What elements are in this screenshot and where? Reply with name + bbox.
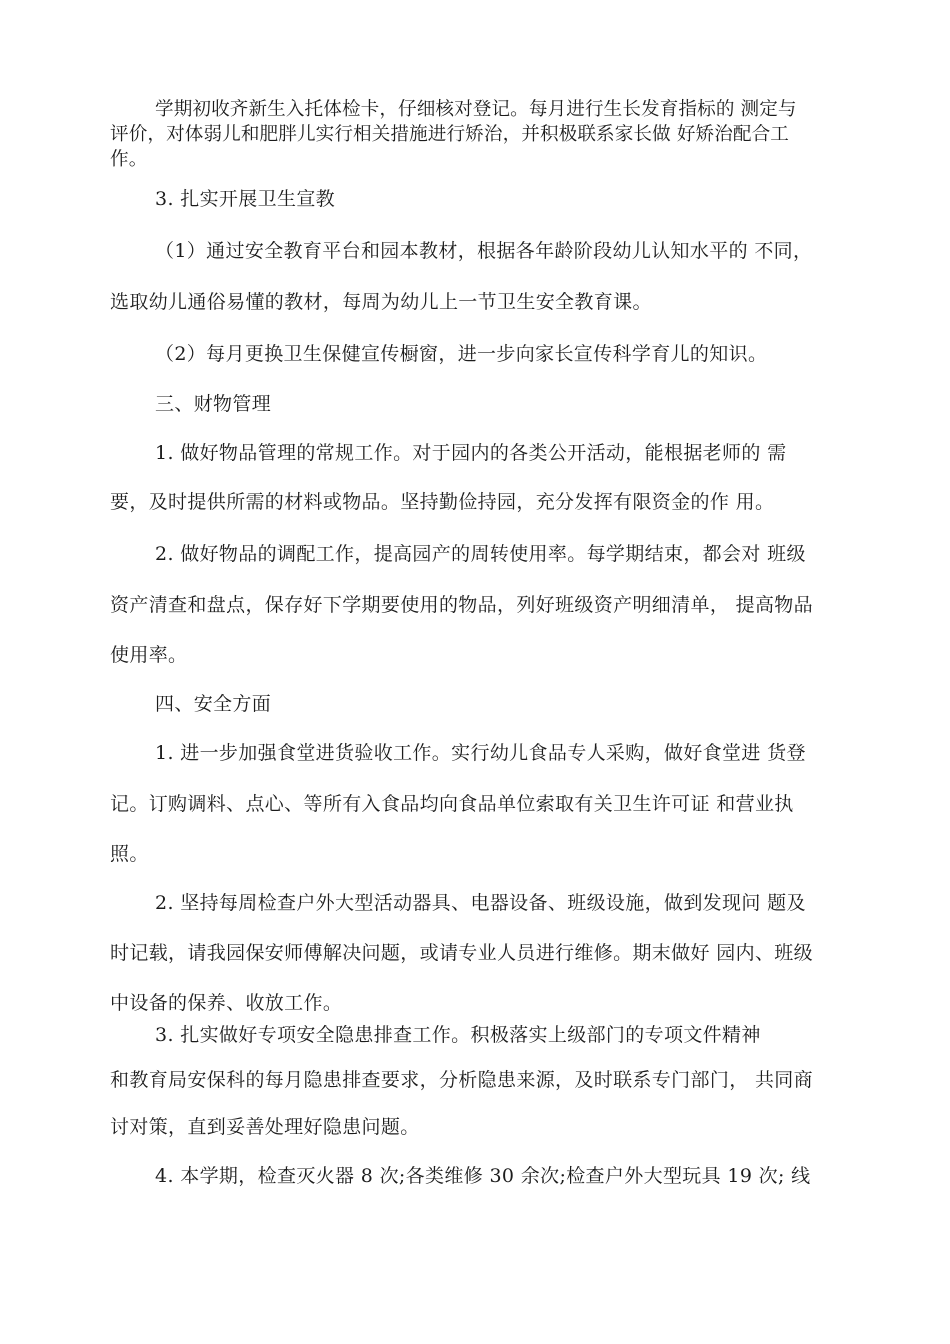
section-heading: 三、财物管理 — [155, 393, 272, 415]
section-subheading: 3. 扎实开展卫生宣教 — [155, 188, 336, 210]
paragraph-line: 和教育局安保科的每月隐患排查要求，分析隐患来源，及时联系专门部门， 共同商 — [110, 1069, 813, 1091]
paragraph-line: （2）每月更换卫生保健宣传橱窗，进一步向家长宣传科学育儿的知识。 — [155, 343, 768, 365]
paragraph-line: 选取幼儿通俗易懂的教材，每周为幼儿上一节卫生安全教育课。 — [110, 291, 652, 313]
paragraph-line: 作。 — [110, 149, 148, 170]
section-heading: 四、安全方面 — [155, 693, 272, 715]
paragraph-line: 学期初收齐新生入托体检卡，仔细核对登记。每月进行生长发育指标的 测定与 — [155, 99, 797, 120]
paragraph-line: 1. 进一步加强食堂进货验收工作。实行幼儿食品专人采购，做好食堂进 货登 — [155, 742, 806, 764]
paragraph-line: 讨对策，直到妥善处理好隐患问题。 — [110, 1116, 420, 1138]
paragraph-line: 记。订购调料、点心、等所有入食品均向食品单位索取有关卫生许可证 和营业执 — [110, 793, 794, 815]
paragraph-line: 时记载，请我园保安师傅解决问题，或请专业人员进行维修。期末做好 园内、班级 — [110, 942, 813, 964]
paragraph-line: 照。 — [110, 843, 149, 865]
paragraph-line: 3. 扎实做好专项安全隐患排查工作。积极落实上级部门的专项文件精神 — [155, 1024, 761, 1046]
paragraph-line: 使用率。 — [110, 644, 188, 666]
paragraph-line: 资产清查和盘点，保存好下学期要使用的物品，列好班级资产明细清单， 提高物品 — [110, 594, 813, 616]
paragraph-line: 4. 本学期，检查灭火器 8 次;各类维修 30 余次;检查户外大型玩具 19 次; 线 — [155, 1165, 811, 1187]
paragraph-line: 2. 坚持每周检查户外大型活动器具、电器设备、班级设施，做到发现问 题及 — [155, 892, 806, 914]
paragraph-line: 评价，对体弱儿和肥胖儿实行相关措施进行矫治，并积极联系家长做 好矫治配合工 — [110, 124, 789, 145]
paragraph-line: 1. 做好物品管理的常规工作。对于园内的各类公开活动，能根据老师的 需 — [155, 442, 787, 464]
paragraph-line: 要，及时提供所需的材料或物品。坚持勤俭持园，充分发挥有限资金的作 用。 — [110, 491, 775, 513]
paragraph-line: 中设备的保养、收放工作。 — [110, 992, 343, 1014]
paragraph-line: （1）通过安全教育平台和园本教材，根据各年龄阶段幼儿认知水平的 不同， — [155, 240, 813, 262]
paragraph-line: 2. 做好物品的调配工作，提高园产的周转使用率。每学期结束，都会对 班级 — [155, 543, 806, 565]
